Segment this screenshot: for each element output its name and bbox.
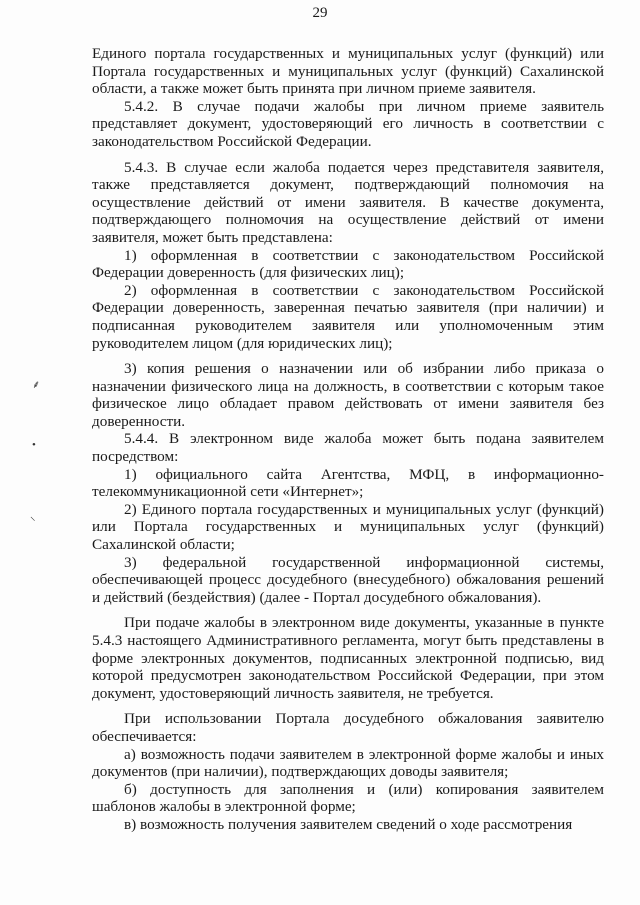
paragraph-5-4-4: 5.4.4. В электронном виде жалоба может быть подана заявителем посредством:: [92, 430, 604, 466]
margin-mark: ⸙: [32, 379, 41, 391]
list-item-5-4-4-1: 1) официального сайта Агентства, МФЦ, в информационно-телекоммуникационной сети «Интернет»;: [92, 465, 604, 501]
list-item-5-4-3-1: 1) оформленная в соответствии с законодательством Российской Федерации доверенность (для физических лиц);: [92, 246, 604, 282]
margin-mark: •: [32, 439, 36, 451]
list-item-5-4-4-3: 3) федеральной государственной информационной системы, обеспечивающей процесс досудебного (внесудебного) обжалования решений и действий (бездействия) (далее - Портал досудебного обжалования).: [92, 553, 604, 606]
paragraph-continuation: Единого портала государственных и муниципальных услуг (функций) или Портала государственных и муниципальных услуг (функций) Сахалинской области, а также может быть принята при личном приеме заявителя.: [92, 45, 604, 98]
paragraph-5-4-2: 5.4.2. В случае подачи жалобы при личном приеме заявитель представляет документ, удостоверяющий его личность в соответствии с законодательством Российской Федерации.: [92, 97, 604, 150]
paragraph-electronic-documents: При подаче жалобы в электронном виде документы, указанные в пункте 5.4.3 настоящего Административного регламента, могут быть представлены в форме электронных документов, подписанных электронной подписью, вид которой предусмотрен законодательством Российской Федерации, при этом документ, удостоверяющий личность заявителя, не требуется.: [92, 614, 604, 702]
list-item-5-4-4-2: 2) Единого портала государственных и муниципальных услуг (функций) или Портала государственных и муниципальных услуг (функций) Сахалинской области;: [92, 500, 604, 554]
list-item-c: в) возможность получения заявителем сведений о ходе рассмотрения: [124, 815, 573, 833]
paragraph-5-4-3: 5.4.3. В случае если жалоба подается через представителя заявителя, также представляется документ, подтверждающий полномочия на осуществление действий от имени заявителя. В качестве документа, подтверждающего полномочия на осуществление действий от имени заявителя, может быть представлена:: [92, 158, 604, 246]
list-item-b: б) доступность для заполнения и (или) копирования заявителем шаблонов жалобы в электронной форме;: [92, 780, 604, 816]
list-item-5-4-3-2: 2) оформленная в соответствии с законодательством Российской Федерации доверенность, заверенная печатью заявителя (при наличии) и подписанная руководителем заявителя или уполномоченным этим руководителем лицом (для юридических лиц);: [92, 281, 604, 352]
paragraph-portal-usage: При использовании Портала досудебного обжалования заявителю обеспечивается:: [92, 710, 604, 745]
margin-mark: ⸜: [30, 511, 36, 523]
page-number: 29: [312, 5, 328, 21]
list-item-5-4-3-3: 3) копия решения о назначении или об избрании либо приказа о назначении физического лица на должность, в соответствии с которым такое физическое лицо обладает правом действовать от имени заявителя без доверенности.: [92, 360, 604, 430]
document-body: [92, 45, 604, 834]
list-item-a: а) возможность подачи заявителем в электронной форме жалобы и иных документов (при наличии), подтверждающих доводы заявителя;: [92, 745, 604, 781]
